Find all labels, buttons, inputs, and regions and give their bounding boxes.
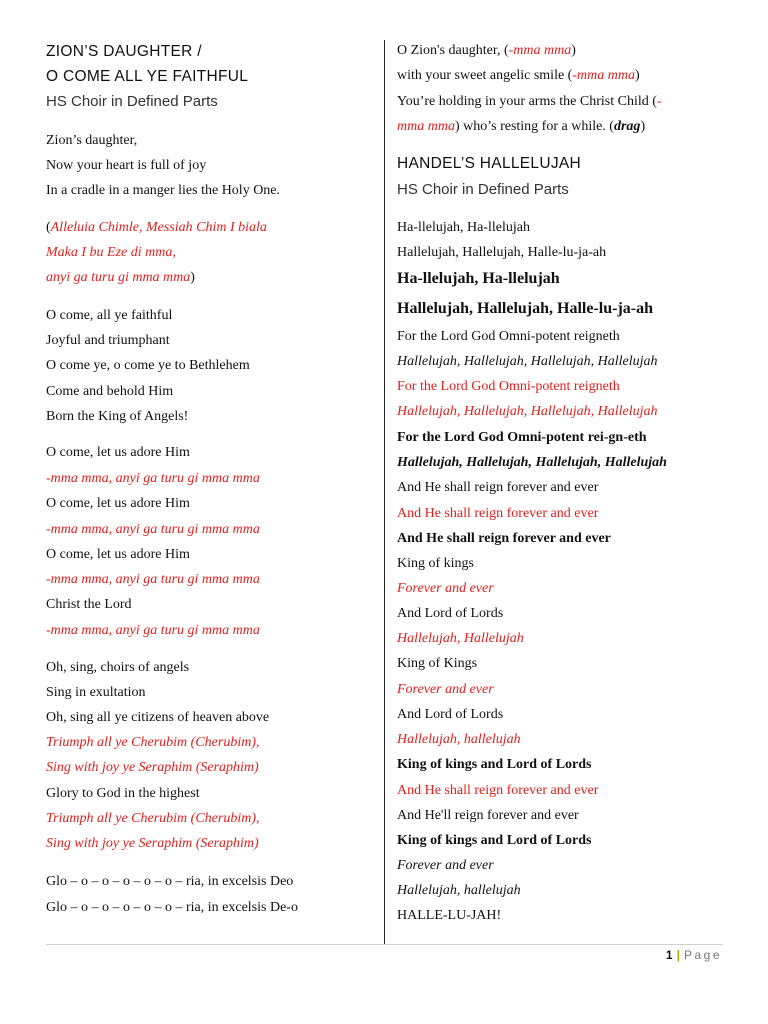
lyric-line: (Alleluia Chimle, Messiah Chim I biala bbox=[46, 220, 267, 235]
song-subtitle: HS Choir in Defined Parts bbox=[397, 181, 569, 198]
lyric-line: Glory to God in the highest bbox=[46, 786, 200, 801]
lyric-line: And He'll reign forever and ever bbox=[397, 808, 579, 823]
lyric-line: -mma mma, anyi ga turu gi mma mma bbox=[46, 623, 260, 638]
song-title: O COME ALL YE FAITHFUL bbox=[46, 68, 249, 85]
lyric-line: You’re holding in your arms the Christ Child (- bbox=[397, 94, 662, 109]
lyric-line: Sing with joy ye Seraphim (Seraphim) bbox=[46, 836, 259, 851]
song-title: ZION’S DAUGHTER / bbox=[46, 43, 202, 60]
lyric-line: Forever and ever bbox=[397, 581, 494, 596]
lyric-line: Glo – o – o – o – o – o – ria, in excelsis De-o bbox=[46, 900, 298, 915]
lyric-line: Christ the Lord bbox=[46, 597, 132, 612]
lyric-line: Now your heart is full of joy bbox=[46, 158, 207, 173]
lyric-line: Born the King of Angels! bbox=[46, 409, 189, 424]
lyric-line: O Zion's daughter, (-mma mma) bbox=[397, 43, 576, 58]
lyric-line: O come, let us adore Him bbox=[46, 547, 190, 562]
lyric-line: Come and behold Him bbox=[46, 384, 174, 399]
lyric-line: And Lord of Lords bbox=[397, 606, 504, 621]
lyric-line: And He shall reign forever and ever bbox=[397, 480, 599, 495]
lyric-line: Hallelujah, Hallelujah bbox=[397, 631, 524, 646]
lyric-line: Sing in exultation bbox=[46, 685, 146, 700]
song-title: HANDEL’S HALLELUJAH bbox=[397, 155, 582, 172]
lyric-line: anyi ga turu gi mma mma) bbox=[46, 270, 195, 285]
lyric-line: O come, let us adore Him bbox=[46, 496, 190, 511]
lyric-line: And He shall reign forever and ever bbox=[397, 783, 599, 798]
page-number: 1 bbox=[665, 948, 673, 962]
lyric-line: HALLE-LU-JAH! bbox=[397, 908, 502, 923]
lyric-line: Sing with joy ye Seraphim (Seraphim) bbox=[46, 760, 259, 775]
lyric-line: -mma mma, anyi ga turu gi mma mma bbox=[46, 471, 260, 486]
lyric-line: Triumph all ye Cherubim (Cherubim), bbox=[46, 735, 260, 750]
lyric-line: Ha-llelujah, Ha-llelujah bbox=[397, 220, 530, 235]
lyric-line: King of kings bbox=[397, 556, 474, 571]
lyric-line: King of kings and Lord of Lords bbox=[397, 833, 592, 848]
page-label: Page bbox=[683, 948, 722, 962]
lyric-line: Ha-llelujah, Ha-llelujah bbox=[397, 270, 560, 287]
lyric-line: -mma mma, anyi ga turu gi mma mma bbox=[46, 522, 260, 537]
song-subtitle: HS Choir in Defined Parts bbox=[46, 93, 218, 110]
lyric-line: mma mma) who’s resting for a while. (drag) bbox=[397, 119, 646, 134]
lyric-line: Hallelujah, Hallelujah, Hallelujah, Hallelujah bbox=[397, 455, 667, 470]
lyric-line: Joyful and triumphant bbox=[46, 333, 170, 348]
lyric-line: with your sweet angelic smile (-mma mma) bbox=[397, 68, 640, 83]
lyric-line: Forever and ever bbox=[397, 858, 494, 873]
footer-separator: | bbox=[676, 948, 680, 962]
lyric-line: For the Lord God Omni-potent reigneth bbox=[397, 329, 620, 344]
lyric-line: Hallelujah, Hallelujah, Hallelujah, Hallelujah bbox=[397, 354, 658, 369]
lyric-line: O come, let us adore Him bbox=[46, 445, 190, 460]
lyric-line: For the Lord God Omni-potent rei-gn-eth bbox=[397, 430, 647, 445]
lyric-line: And He shall reign forever and ever bbox=[397, 531, 611, 546]
lyric-line: Triumph all ye Cherubim (Cherubim), bbox=[46, 811, 260, 826]
lyric-line: Oh, sing, choirs of angels bbox=[46, 660, 190, 675]
footer-rule bbox=[46, 944, 723, 945]
lyric-line: Glo – o – o – o – o – o – ria, in excelsis Deo bbox=[46, 874, 294, 889]
lyric-line: Zion’s daughter, bbox=[46, 133, 138, 148]
lyric-line: Oh, sing all ye citizens of heaven above bbox=[46, 710, 270, 725]
lyric-line: Maka I bu Eze di mma, bbox=[46, 245, 176, 260]
lyric-line: For the Lord God Omni-potent reigneth bbox=[397, 379, 620, 394]
column-divider bbox=[384, 40, 385, 944]
lyric-line: In a cradle in a manger lies the Holy One. bbox=[46, 183, 281, 198]
lyric-line: -mma mma, anyi ga turu gi mma mma bbox=[46, 572, 260, 587]
lyric-line: Hallelujah, Hallelujah, Halle-lu-ja-ah bbox=[397, 300, 654, 317]
lyric-line: Hallelujah, Hallelujah, Hallelujah, Hallelujah bbox=[397, 404, 658, 419]
lyric-line: Forever and ever bbox=[397, 682, 494, 697]
lyric-line: King of Kings bbox=[397, 656, 478, 671]
lyric-line: King of kings and Lord of Lords bbox=[397, 757, 592, 772]
lyric-line: Hallelujah, hallelujah bbox=[397, 883, 521, 898]
lyric-line: And Lord of Lords bbox=[397, 707, 504, 722]
lyric-line: O come ye, o come ye to Bethlehem bbox=[46, 358, 250, 373]
lyric-line: Hallelujah, hallelujah bbox=[397, 732, 521, 747]
page-footer bbox=[666, 948, 722, 962]
lyric-line: And He shall reign forever and ever bbox=[397, 506, 599, 521]
lyric-line: O come, all ye faithful bbox=[46, 308, 173, 323]
lyric-line: Hallelujah, Hallelujah, Halle-lu-ja-ah bbox=[397, 245, 607, 260]
